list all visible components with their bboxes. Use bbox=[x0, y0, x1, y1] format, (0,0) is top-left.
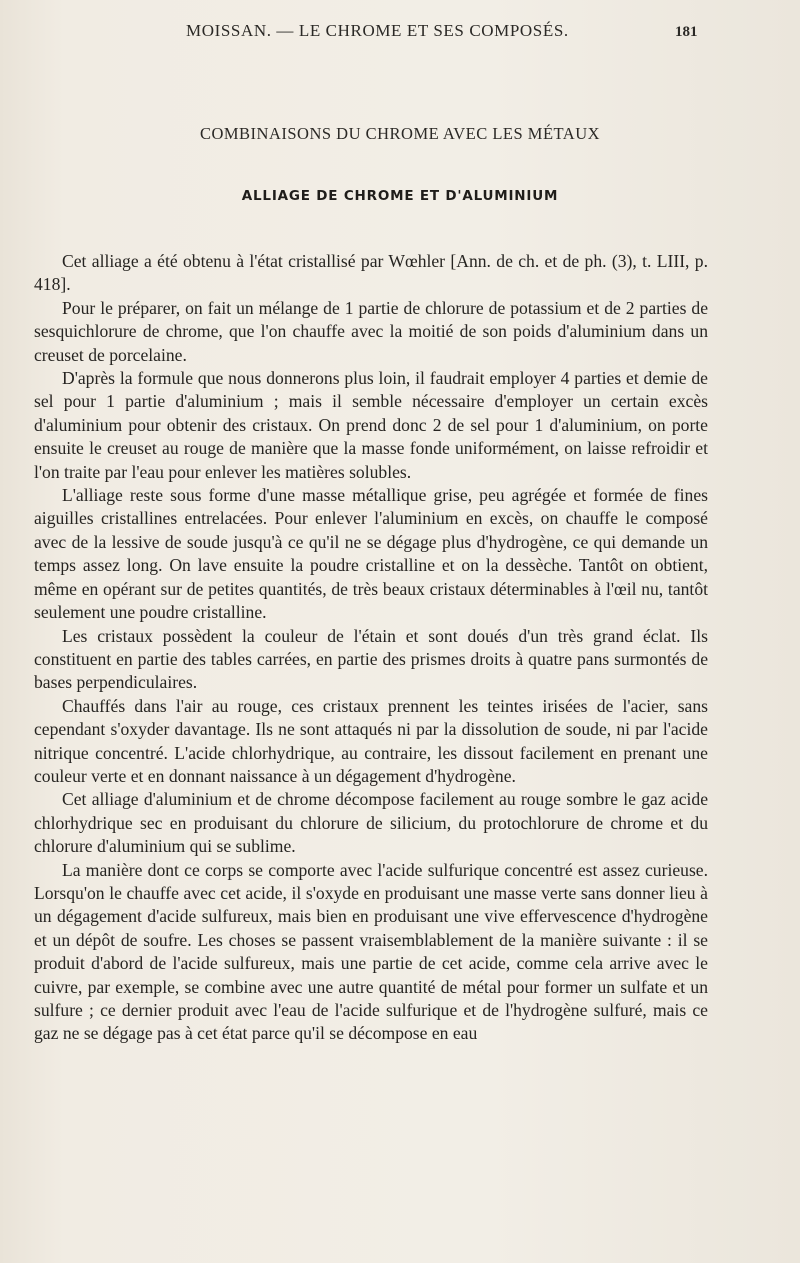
paragraph-6: Chauffés dans l'air au rouge, ces cristaux prennent les teintes irisées de l'acier, sans cependant s'oxyder davantage. Ils ne sont attaqués ni par la dissolution de soude, ni par l'acide nitrique concentré. L'acide chlorhydrique, au contraire, les dissout facilement en prenant une couleur verte et en donnant naissance à un dégagement d'hydrogène. bbox=[34, 695, 708, 786]
paragraph-5: Les cristaux possèdent la couleur de l'étain et sont doués d'un très grand éclat. Ils constituent en partie des tables carrées, en partie des prismes droits à quatre pans surmontés de bases perpendiculaires. bbox=[34, 625, 708, 693]
paragraph-7: Cet alliage d'aluminium et de chrome décompose facilement au rouge sombre le gaz acide chlorhydrique sec en produisant du chlorure de silicium, du protochlorure de chrome et du chlorure d'aluminium qui se sublime. bbox=[34, 789, 708, 857]
paragraph-2: Pour le préparer, on fait un mélange de 1 partie de chlorure de potassium et de 2 parties de sesquichlorure de chrome, que l'on chauffe avec la moitié de son poids d'aluminium dans un creuset de porcelaine. bbox=[34, 297, 708, 365]
page-number: 181 bbox=[675, 24, 698, 40]
running-title: MOISSAN. — LE CHROME ET SES COMPOSÉS. bbox=[186, 21, 569, 40]
body-text bbox=[34, 250, 708, 1046]
paragraph-1: Cet alliage a été obtenu à l'état cristallisé par Wœhler [Ann. de ch. et de ph. (3), t. LIII, p. 418]. bbox=[34, 251, 708, 295]
paragraph-3: D'après la formule que nous donnerons plus loin, il faudrait employer 4 parties et demie de sel pour 1 partie d'aluminium ; mais il semble nécessaire d'employer un certain excès d'aluminium pour obtenir des cristaux. On prend donc 2 de sel pour 1 d'aluminium, on porte ensuite le creuset au rouge de manière que la masse fonde uniformément, on laisse refroidir et l'on traite par l'eau pour enlever les matières solubles. bbox=[34, 368, 708, 482]
paragraph-4: L'alliage reste sous forme d'une masse métallique grise, peu agrégée et formée de fines aiguilles cristallines entrelacées. Pour enlever l'aluminium en excès, on chauffe le composé avec de la lessive de soude jusqu'à ce qu'il ne se dégage plus d'hydrogène, ce qui demande un temps assez long. On lave ensuite la poudre cristalline et on la dessèche. Tantôt on obtient, même en opérant sur de petites quantités, de très beaux cristaux déterminables à l'œil nu, tantôt seulement une poudre cristalline. bbox=[34, 485, 708, 623]
paragraph-8: La manière dont ce corps se comporte avec l'acide sulfurique concentré est assez curieuse. Lorsqu'on le chauffe avec cet acide, il s'oxyde en produisant une masse verte sans donner lieu à un dégagement d'acide sulfureux, mais bien en produisant une vive effervescence d'hydrogène et un dépôt de soufre. Les choses se passent vraisemblablement de la manière suivante : il se produit d'abord de l'acide sulfureux, mais une partie de cet acide, comme cela arrive avec le cuivre, par exemple, se combine avec une autre quantité de métal pour former un sulfate et un sulfure ; ce dernier produit avec l'eau de l'acide sulfurique et de l'hydrogène sulfuré, mais ce gaz ne se dégage pas à cet état parce qu'il se décompose en eau bbox=[34, 859, 708, 1044]
section-title: COMBINAISONS DU CHROME AVEC LES MÉTAUX bbox=[199, 124, 601, 143]
subsection-title: ALLIAGE DE CHROME ET D'ALUMINIUM bbox=[241, 188, 559, 204]
running-header bbox=[0, 18, 800, 46]
